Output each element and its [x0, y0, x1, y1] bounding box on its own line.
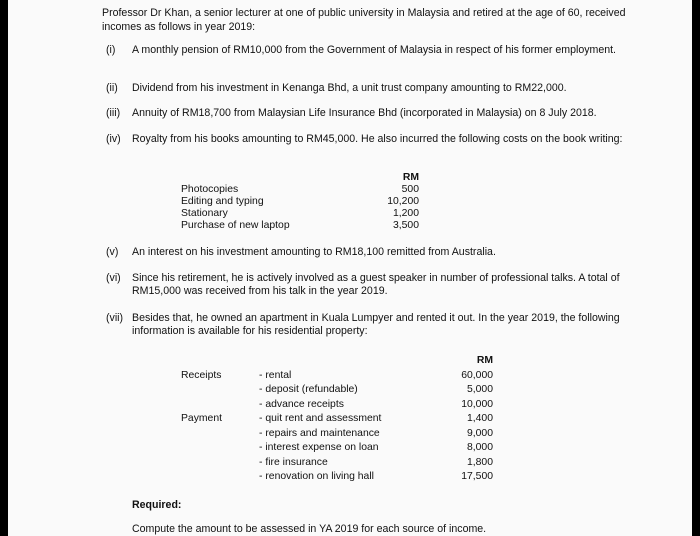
cost-label: Editing and typing: [181, 196, 264, 207]
payment-item-label: - fire insurance: [259, 457, 328, 468]
payment-item-label: - repairs and maintenance: [259, 428, 380, 439]
receipt-label: - deposit (refundable): [259, 384, 358, 395]
required-heading: Required:: [132, 499, 182, 511]
cost-amount: 500: [401, 184, 419, 195]
cost-label: Stationary: [181, 208, 228, 219]
item-number: (ii): [106, 82, 118, 94]
payment-item-label: - interest expense on loan: [259, 442, 379, 453]
item-number: (v): [106, 246, 119, 258]
property-header-rm: RM: [476, 355, 493, 366]
payment-item-label: - quit rent and assessment: [259, 413, 382, 424]
item-text: A monthly pension of RM10,000 from the Government of Malaysia in respect of his former employment.: [132, 44, 617, 56]
required-text: Compute the amount to be assessed in YA 2019 for each source of income.: [132, 523, 487, 535]
item-number: (iii): [106, 107, 121, 119]
cost-label: Purchase of new laptop: [181, 220, 290, 231]
payment-amount: 1,800: [466, 457, 493, 468]
item-text: Dividend from his investment in Kenanga Bhd, a unit trust company amounting to RM22,000.: [132, 82, 567, 94]
receipt-label: - rental: [259, 370, 292, 381]
intro-paragraph: Professor Dr Khan, a senior lecturer at one of public university in Malaysia and retired at the age of 60, received incomes as follows in year 2019:: [102, 7, 626, 33]
cost-amount: 10,200: [387, 196, 419, 207]
item-text: An interest on his investment amounting to RM18,100 remitted from Australia.: [132, 246, 496, 258]
costs-header-rm: RM: [402, 172, 419, 183]
receipt-amount: 10,000: [461, 399, 493, 410]
receipt-amount: 5,000: [466, 384, 493, 395]
receipt-amount: 60,000: [461, 370, 493, 381]
item-text: Annuity of RM18,700 from Malaysian Life Insurance Bhd (incorporated in Malaysia) on 8 July 2018.: [132, 107, 597, 119]
item-number: (vii): [106, 312, 124, 324]
cost-amount: 3,500: [392, 220, 419, 231]
item-text: Besides that, he owned an apartment in Kuala Lumpyer and rented it out. In the year 2019, the following information is available for his residential property:: [132, 312, 620, 337]
receipt-label: - advance receipts: [259, 399, 344, 410]
payment-label: Payment: [181, 413, 223, 424]
item-number: (i): [106, 44, 116, 56]
cost-label: Photocopies: [181, 184, 239, 195]
item-text: Royalty from his books amounting to RM45,000. He also incurred the following costs on the book writing:: [132, 133, 623, 145]
payment-amount: 8,000: [466, 442, 493, 453]
cost-amount: 1,200: [392, 208, 419, 219]
payment-amount: 1,400: [466, 413, 493, 424]
payment-amount: 9,000: [466, 428, 493, 439]
receipts-label: Receipts: [181, 370, 222, 381]
item-text: Since his retirement, he is actively involved as a guest speaker in number of professional talks. A total of RM15,000 was received from his talk in the year 2019.: [132, 272, 620, 297]
item-number: (vi): [106, 272, 121, 284]
payment-amount: 17,500: [461, 471, 493, 482]
document-page: [8, 0, 692, 536]
item-number: (iv): [106, 133, 121, 145]
payment-item-label: - renovation on living hall: [259, 471, 374, 482]
